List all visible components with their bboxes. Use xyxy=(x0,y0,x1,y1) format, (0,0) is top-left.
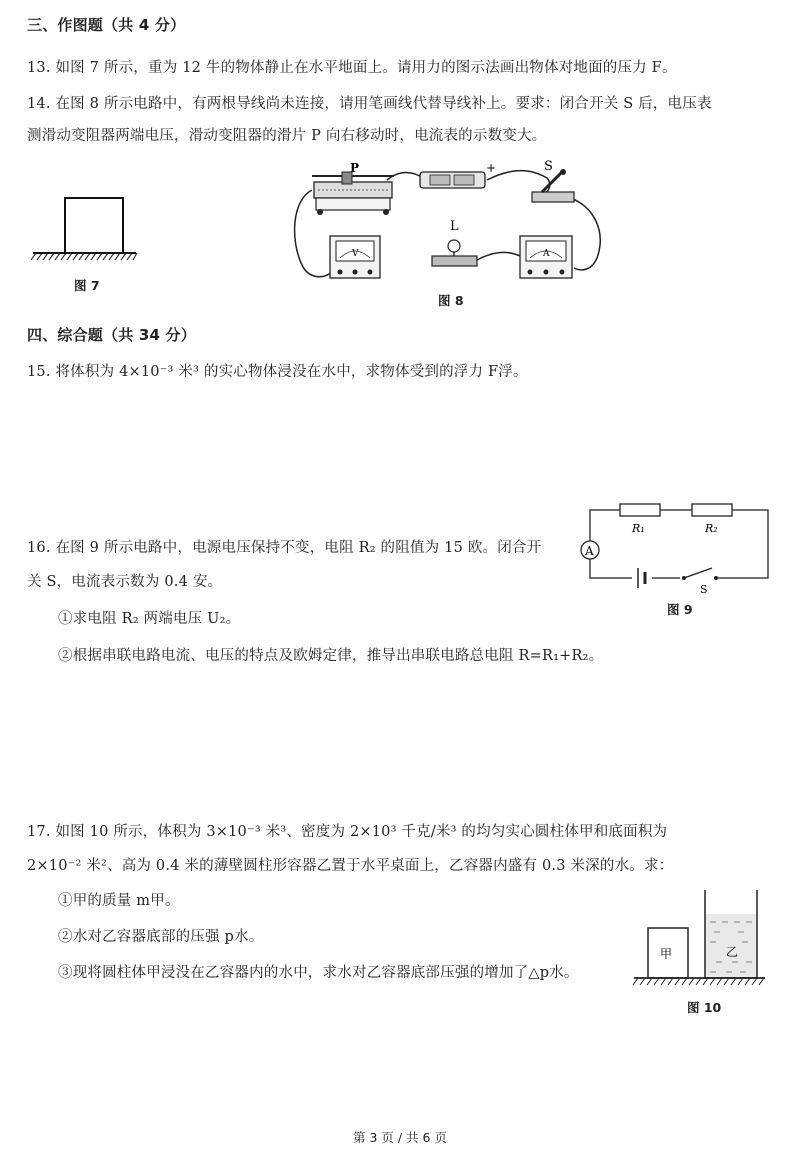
svg-text:R₂: R₂ xyxy=(705,522,718,535)
voltmeter xyxy=(330,236,380,278)
rheostat xyxy=(312,172,394,215)
figure-8-caption: 图 8 xyxy=(438,293,464,308)
question-17-part-3: ③现将圆柱体甲浸没在乙容器内的水中，求水对乙容器底部压强的增加了△p水。 xyxy=(58,965,579,981)
container-yi xyxy=(705,890,757,978)
figure-7-block-on-ground xyxy=(28,190,138,270)
question-16-line-1: 16. 在图 9 所示电路中，电源电压保持不变，电阻 R₂ 的阻值为 15 欧。闭合开 xyxy=(27,540,542,556)
question-17-line-2: 2×10⁻² 米²、高为 0.4 米的薄壁圆柱形容器乙置于水平桌面上，乙容器内盛有 0.3 米深的水。求： xyxy=(27,858,674,874)
figure-9-circuit xyxy=(572,500,777,595)
question-17-part-2: ②水对乙容器底部的压强 p水。 xyxy=(58,929,264,945)
resistor-r2 xyxy=(692,504,732,516)
battery-pack xyxy=(420,172,485,188)
figure-10-cylinder-and-container xyxy=(632,886,767,994)
svg-text:V: V xyxy=(352,249,359,259)
svg-text:乙: 乙 xyxy=(726,945,739,959)
figure-7-caption: 图 7 xyxy=(74,278,100,293)
svg-text:A: A xyxy=(543,249,550,259)
question-13-text: 13. 如图 7 所示，重为 12 牛的物体静止在水平地面上。请用力的图示法画出物体对地面的压力 F。 xyxy=(27,60,677,76)
page-number-footer: 第 3 页 / 共 6 页 xyxy=(353,1130,447,1145)
svg-text:A: A xyxy=(585,544,594,558)
lamp-l xyxy=(432,240,477,266)
figure-9-caption: 图 9 xyxy=(667,602,693,617)
question-14-line-2: 测滑动变阻器两端电压，滑动变阻器的滑片 P 向右移动时，电流表的示数变大。 xyxy=(27,128,547,144)
question-16-part-2: ②根据串联电路电流、电压的特点及欧姆定律，推导出串联电路总电阻 R=R₁+R₂。 xyxy=(58,648,604,664)
question-14-line-1: 14. 在图 8 所示电路中，有两根导线尚未连接，请用笔画线代替导线补上。要求：闭合开关 S 后，电压表 xyxy=(27,96,712,112)
resistor-r1 xyxy=(620,504,660,516)
question-16-line-2: 关 S，电流表示数为 0.4 安。 xyxy=(27,574,223,590)
svg-text:甲: 甲 xyxy=(660,947,673,961)
positive-terminal-label: + xyxy=(486,161,497,175)
battery-symbol xyxy=(632,568,652,588)
question-15-text: 15. 将体积为 4×10⁻³ 米³ 的实心物体浸没在水中，求物体受到的浮力 F浮。 xyxy=(27,364,528,380)
figure-10-caption: 图 10 xyxy=(687,1000,722,1015)
figure-8-circuit xyxy=(292,160,622,295)
svg-text:S: S xyxy=(700,583,708,595)
ammeter xyxy=(520,236,572,278)
slider-p-label: P xyxy=(350,161,360,175)
question-17-part-1: ①甲的质量 m甲。 xyxy=(58,893,180,909)
lamp-l-label: L xyxy=(450,219,459,234)
question-16-part-1: ①求电阻 R₂ 两端电压 U₂。 xyxy=(58,611,241,627)
switch-symbol xyxy=(680,568,718,586)
section-3-heading: 三、作图题（共 4 分） xyxy=(27,16,186,34)
section-4-heading: 四、综合题（共 34 分） xyxy=(27,326,196,344)
svg-text:R₁: R₁ xyxy=(632,522,645,535)
switch-s-label: S xyxy=(544,160,553,174)
question-17-line-1: 17. 如图 10 所示，体积为 3×10⁻³ 米³、密度为 2×10³ 千克/米³ 的均匀实心圆柱体甲和底面积为 xyxy=(27,824,668,840)
